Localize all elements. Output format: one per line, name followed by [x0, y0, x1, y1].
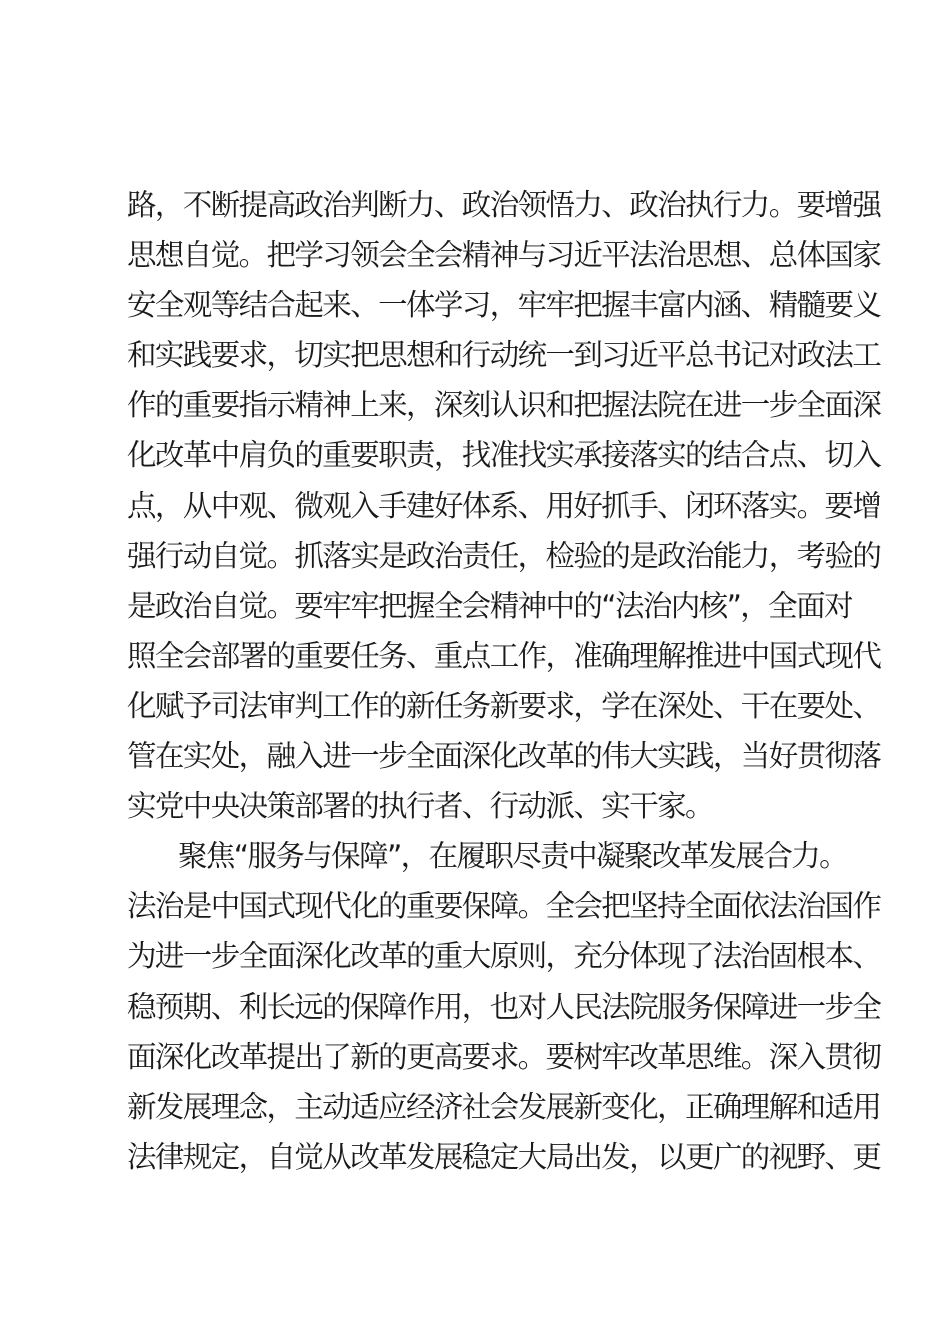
text-line: 管在实处，融入进一步全面深化改革的伟大实践，当好贯彻落: [127, 739, 881, 774]
text-line: 法治是中国式现代化的重要保障。全会把坚持全面依法治国作: [127, 889, 881, 924]
text-line: 实党中央决策部署的执行者、行动派、实干家。: [127, 789, 713, 824]
text-line: 法律规定，自觉从改革发展稳定大局出发，以更广的视野、更: [127, 1139, 881, 1174]
text-line: 新发展理念，主动适应经济社会发展新变化，正确理解和适用: [127, 1089, 881, 1124]
body-text: [127, 180, 881, 1182]
text-line: 是政治自觉。要牢牢把握全会精神中的“法治内核”，全面对: [127, 588, 852, 623]
text-line: 为进一步全面深化改革的重大原则，充分体现了法治固根本、: [127, 939, 881, 974]
text-line: 稳预期、利长远的保障作用，也对人民法院服务保障进一步全: [127, 989, 881, 1024]
text-line: 点，从中观、微观入手建好体系、用好抓手、闭环落实。要增: [127, 488, 881, 523]
text-line: 化改革中肩负的重要职责，找准找实承接落实的结合点、切入: [127, 438, 881, 473]
text-line: 和实践要求，切实把思想和行动统一到习近平总书记对政法工: [127, 338, 881, 373]
text-line: 作的重要指示精神上来，深刻认识和把握法院在进一步全面深: [127, 388, 881, 423]
text-line: 面深化改革提出了新的更高要求。要树牢改革思维。深入贯彻: [127, 1039, 881, 1074]
paragraph-first-line: 聚焦“服务与保障”，在履职尽责中凝聚改革发展合力。: [178, 839, 848, 874]
text-line: 照全会部署的重要任务、重点工作，准确理解推进中国式现代: [127, 638, 881, 673]
text-line: 思想自觉。把学习领会全会精神与习近平法治思想、总体国家: [127, 238, 881, 273]
text-line: 化赋予司法审判工作的新任务新要求，学在深处、干在要处、: [127, 688, 881, 723]
text-line: 安全观等结合起来、一体学习，牢牢把握丰富内涵、精髓要义: [127, 288, 881, 323]
text-line: 强行动自觉。抓落实是政治责任，检验的是政治能力，考验的: [127, 538, 881, 573]
text-line: 路，不断提高政治判断力、政治领悟力、政治执行力。要增强: [127, 188, 881, 222]
